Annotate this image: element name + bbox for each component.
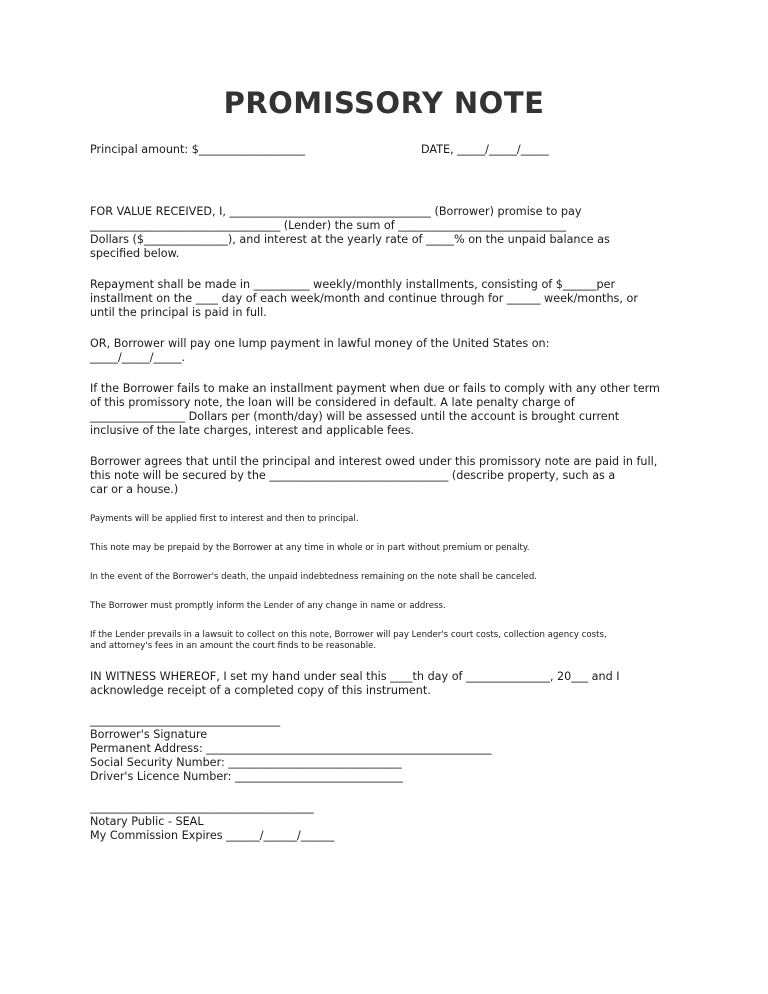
notary-public-label: Notary Public - SEAL (90, 815, 204, 828)
lump-sum-line-2: _____/_____/_____. (90, 351, 186, 364)
document-title: PROMISSORY NOTE (223, 86, 545, 120)
default-line-3: _________________ Dollars per (month/day) will be assessed until the account is brought current (90, 410, 620, 423)
lump-sum-line-1: OR, Borrower will pay one lump payment in lawful money of the United States on: (90, 337, 550, 350)
date-line: DATE, _____/_____/_____ (421, 143, 549, 156)
social-security-line: Social Security Number: _______________________________ (90, 756, 402, 769)
repayment-line-3: until the principal is paid in full. (90, 306, 267, 319)
inform-term: The Borrower must promptly inform the Lender of any change in name or address. (90, 601, 446, 611)
permanent-address-line: Permanent Address: ___________________________________________________ (90, 742, 492, 755)
witness-line-2: acknowledge receipt of a completed copy of this instrument. (90, 684, 431, 697)
prepaid-term: This note may be prepaid by the Borrower at any time in whole or in part without premium or penalty. (90, 543, 530, 553)
value-received-line-1: FOR VALUE RECEIVED, I, ____________________________________ (Borrower) promise to pay (90, 205, 582, 218)
payments-term: Payments will be applied first to interest and then to principal. (90, 514, 359, 524)
death-term: In the event of the Borrower's death, the unpaid indebtedness remaining on the note shall be canceled. (90, 572, 538, 582)
default-line-1: If the Borrower fails to make an installment payment when due or fails to comply with any other term (90, 382, 660, 395)
lawsuit-term-line-2: and attorney's fees in an amount the court finds to be reasonable. (90, 641, 377, 651)
value-received-line-2: __________________________________ (Lender) the sum of ______________________________ (90, 219, 567, 232)
lawsuit-term-line-1: If the Lender prevails in a lawsuit to collect on this note, Borrower will pay Lender's court costs, collection agency costs, (90, 630, 607, 640)
security-line-3: car or a house.) (90, 483, 179, 496)
borrower-signature-label: Borrower's Signature (90, 728, 208, 741)
security-line-1: Borrower agrees that until the principal and interest owed under this promissory note are paid in full, (90, 455, 658, 468)
value-received-line-4: specified below. (90, 247, 180, 260)
drivers-licence-line: Driver's Licence Number: ______________________________ (90, 770, 403, 783)
borrower-signature-blank: __________________________________ (90, 714, 281, 727)
default-line-2: of this promissory note, the loan will be considered in default. A late penalty charge of (90, 396, 575, 409)
notary-signature-blank: ________________________________________ (90, 801, 314, 814)
principal-amount-line: Principal amount: $___________________ (90, 143, 306, 156)
repayment-line-2: installment on the ____ day of each week/month and continue through for ______ week/months, or (90, 292, 638, 305)
repayment-line-1: Repayment shall be made in __________ weekly/monthly installments, consisting of $______per (90, 278, 616, 291)
witness-line-1: IN WITNESS WHEREOF, I set my hand under seal this ____th day of _______________, 20___ and I (90, 670, 620, 683)
default-line-4: inclusive of the late charges, interest and applicable fees. (90, 424, 415, 437)
value-received-line-3: Dollars ($_______________), and interest at the yearly rate of _____% on the unpaid balance as (90, 233, 610, 246)
security-line-2: this note will be secured by the ________________________________ (describe property, such as a (90, 469, 616, 482)
commission-expires-line: My Commission Expires ______/______/______ (90, 829, 335, 842)
